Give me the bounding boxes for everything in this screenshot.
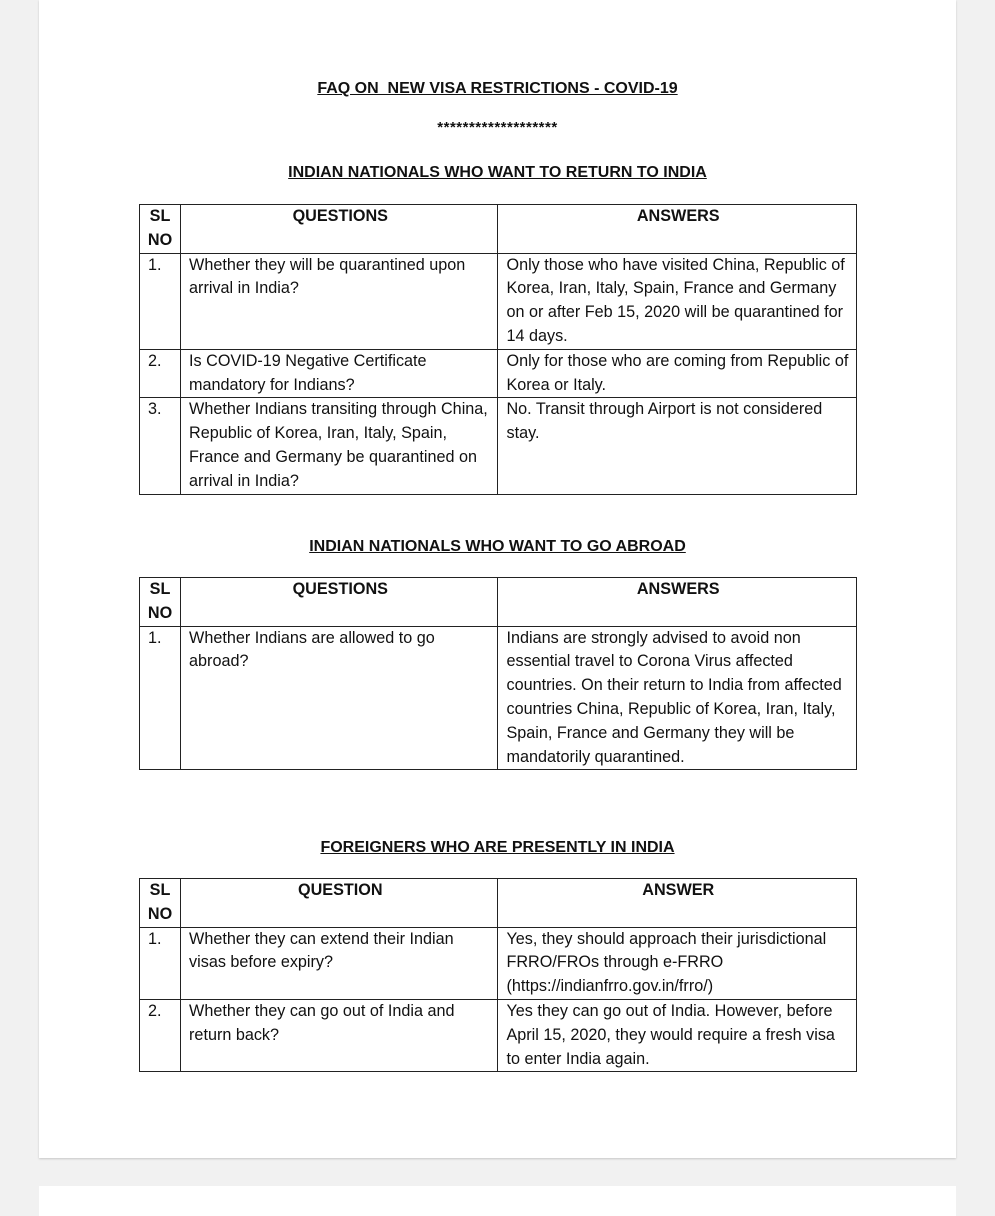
question-header: QUESTION xyxy=(181,879,498,928)
answer-cell: Only for those who are coming from Republic of Korea or Italy. xyxy=(498,349,857,398)
questions-header: QUESTIONS xyxy=(181,205,498,254)
answer-cell: No. Transit through Airport is not considered stay. xyxy=(498,398,857,494)
sl-no-header: SL NO xyxy=(140,205,181,254)
table-row xyxy=(140,999,857,1071)
faq-table-return-to-india xyxy=(139,204,857,495)
question-cell: Whether they will be quarantined upon arrival in India? xyxy=(181,253,498,349)
question-cell: Whether Indians are allowed to go abroad? xyxy=(181,626,498,770)
question-cell: Whether they can go out of India and return back? xyxy=(181,999,498,1071)
answers-header: ANSWERS xyxy=(498,578,857,627)
table-row xyxy=(140,626,857,770)
row-number: 2. xyxy=(140,349,181,398)
answers-header: ANSWERS xyxy=(498,205,857,254)
questions-header: QUESTIONS xyxy=(181,578,498,627)
question-cell: Whether Indians transiting through China, Republic of Korea, Iran, Italy, Spain, France and Germany be quarantined on arrival in India? xyxy=(181,398,498,494)
title-separator: ******************* xyxy=(437,119,558,136)
faq-table-foreigners-in-india xyxy=(139,878,857,1072)
next-page-edge xyxy=(39,1186,956,1216)
row-number: 3. xyxy=(140,398,181,494)
table-row xyxy=(140,927,857,999)
table-row xyxy=(140,253,857,349)
answer-header: ANSWER xyxy=(498,879,857,928)
section-heading-return-to-india: INDIAN NATIONALS WHO WANT TO RETURN TO INDIA xyxy=(288,164,707,181)
document-title: FAQ ON NEW VISA RESTRICTIONS - COVID-19 xyxy=(317,80,678,97)
table-header-row xyxy=(140,205,857,254)
answer-cell: Only those who have visited China, Republic of Korea, Iran, Italy, Spain, France and Germany on or after Feb 15, 2020 will be quarantined for 14 days. xyxy=(498,253,857,349)
row-number: 1. xyxy=(140,253,181,349)
answer-cell: Yes, they should approach their jurisdictional FRRO/FROs through e-FRRO (https://indianfrro.gov.in/frro/) xyxy=(498,927,857,999)
faq-table-go-abroad xyxy=(139,577,857,770)
question-cell: Whether they can extend their Indian visas before expiry? xyxy=(181,927,498,999)
row-number: 1. xyxy=(140,626,181,770)
table-header-row xyxy=(140,879,857,928)
question-cell: Is COVID-19 Negative Certificate mandatory for Indians? xyxy=(181,349,498,398)
table-header-row xyxy=(140,578,857,627)
row-number: 1. xyxy=(140,927,181,999)
row-number: 2. xyxy=(140,999,181,1071)
answer-cell: Indians are strongly advised to avoid non essential travel to Corona Virus affected countries. On their return to India from affected countries China, Republic of Korea, Iran, Italy, Spain, France and Germany they will be mandatorily quarantined. xyxy=(498,626,857,770)
document-page xyxy=(39,0,956,1158)
section-heading-go-abroad: INDIAN NATIONALS WHO WANT TO GO ABROAD xyxy=(309,538,686,555)
table-row xyxy=(140,349,857,398)
table-row xyxy=(140,398,857,494)
sl-no-header: SL NO xyxy=(140,879,181,928)
section-heading-foreigners-in-india: FOREIGNERS WHO ARE PRESENTLY IN INDIA xyxy=(320,839,675,856)
answer-cell: Yes they can go out of India. However, before April 15, 2020, they would require a fresh visa to enter India again. xyxy=(498,999,857,1071)
sl-no-header: SL NO xyxy=(140,578,181,627)
